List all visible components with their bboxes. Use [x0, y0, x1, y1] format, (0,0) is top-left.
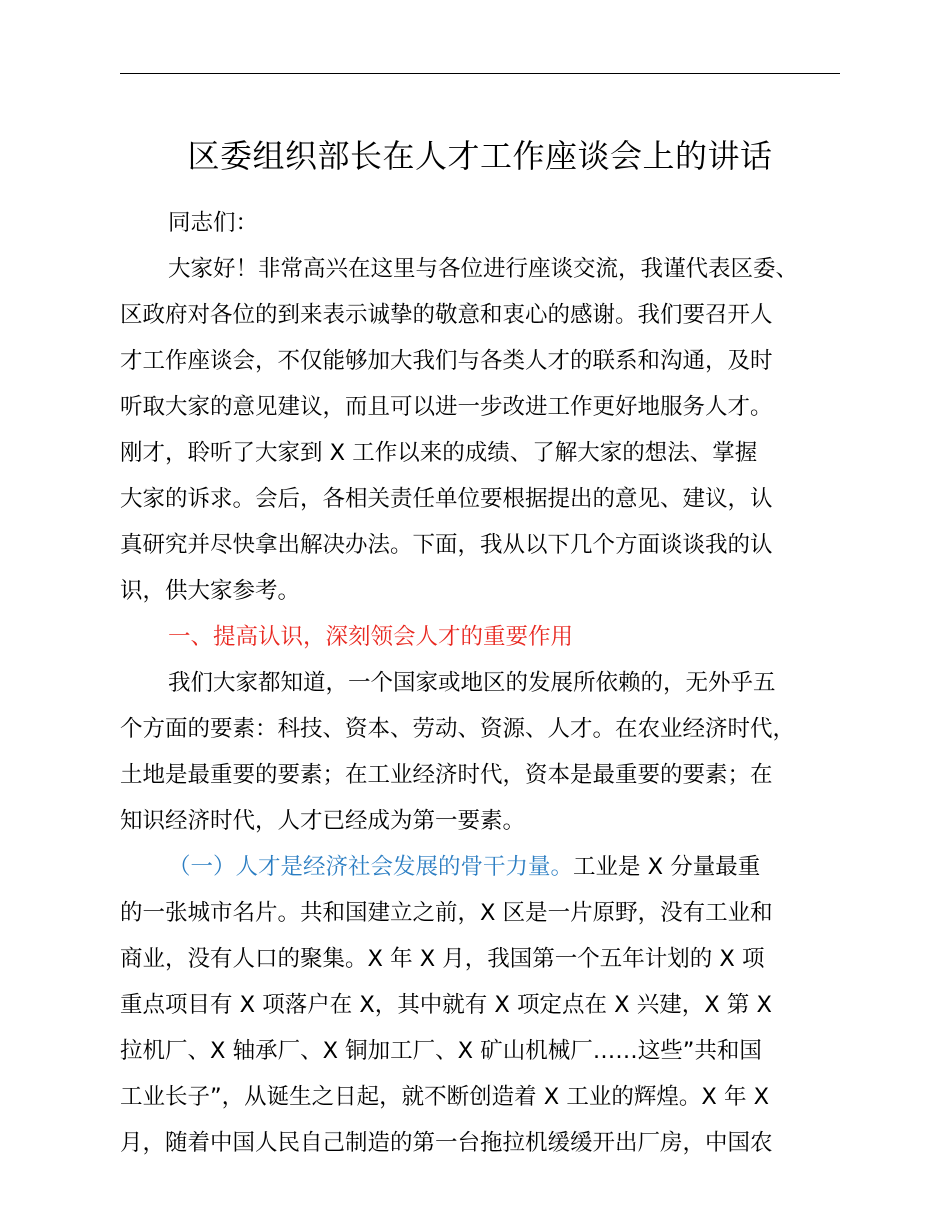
section-heading-1: 一、提高认识，深刻领会人才的重要作用	[168, 624, 574, 650]
paragraph-line: 听取大家的意见建议，而且可以进一步改进工作更好地服务人才。	[120, 394, 773, 420]
paragraph-line: 工业长子”，从诞生之日起，就不断创造着 X 工业的辉煌。X 年 X	[120, 1084, 770, 1110]
paragraph-line: 真研究并尽快拿出解决办法。下面，我从以下几个方面谈谈我的认	[120, 532, 773, 558]
subheading-line	[120, 844, 856, 890]
paragraph-line: 大家的诉求。会后，各相关责任单位要根据提出的意见、建议，认	[120, 486, 773, 512]
paragraph-line: 商业，没有人口的聚集。X 年 X 月，我国第一个五年计划的 X 项	[120, 946, 765, 972]
paragraph-line: 我们大家都知道，一个国家或地区的发展所依赖的，无外乎五	[168, 670, 776, 696]
paragraph-line: 重点项目有 X 项落户在 X，其中就有 X 项定点在 X 兴建，X 第 X	[120, 992, 772, 1018]
paragraph-line: 刚才，聆听了大家到 X 工作以来的成绩、了解大家的想法、掌握	[120, 440, 758, 466]
document-body	[120, 200, 856, 1166]
paragraph-line: 才工作座谈会，不仅能够加大我们与各类人才的联系和沟通，及时	[120, 348, 773, 374]
document-title: 区委组织部长在人才工作座谈会上的讲话	[187, 137, 773, 175]
paragraph-line: 月，随着中国人民自己制造的第一台拖拉机缓缓开出厂房，中国农	[120, 1130, 773, 1156]
paragraph-line: 土地是最重要的要素；在工业经济时代，资本是最重要的要素；在	[120, 762, 773, 788]
paragraph-line: 大家好！非常高兴在这里与各位进行座谈交流，我谨代表区委、	[168, 256, 799, 282]
paragraph-line: 拉机厂、X 轴承厂、X 铜加工厂、X 矿山机械厂……这些”共和国	[120, 1038, 762, 1064]
paragraph-line: 个方面的要素：科技、资本、劳动、资源、人才。在农业经济时代，	[120, 716, 796, 742]
subheading-1: （一）人才是经济社会发展的骨干力量。	[168, 854, 574, 880]
paragraph-line: 区政府对各位的到来表示诚挚的敬意和衷心的感谢。我们要召开人	[120, 302, 773, 328]
salutation: 同志们：	[168, 210, 259, 236]
header-rule	[120, 73, 840, 74]
paragraph-line: 的一张城市名片。共和国建立之前，X 区是一片原野，没有工业和	[120, 900, 773, 926]
paragraph-line: 识，供大家参考。	[120, 578, 301, 604]
paragraph-line: 知识经济时代，人才已经成为第一要素。	[120, 808, 526, 834]
paragraph-fragment: 工业是 X 分量最重	[573, 854, 761, 880]
